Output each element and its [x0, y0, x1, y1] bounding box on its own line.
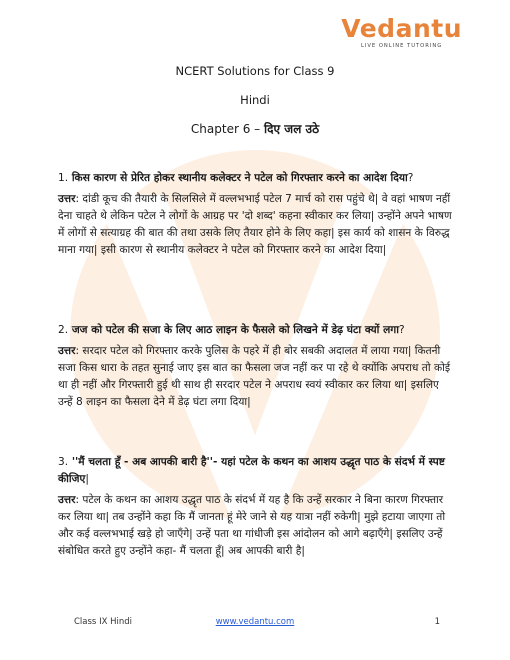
answer-label: उत्तर [58, 344, 76, 357]
answer-label: उत्तर [58, 493, 76, 506]
answer-label: उत्तर [58, 192, 76, 205]
question-1 [58, 170, 453, 187]
footer-class-label: Class IX Hindi [74, 617, 132, 627]
question-3 [58, 454, 453, 488]
chapter-prefix: Chapter 6 – [190, 122, 261, 136]
answer-2 [58, 343, 453, 411]
question-text: किस कारण से प्रेरित होकर स्थानीय कलेक्टर ने पटेल को गिरफ्तार करने का आदेश दिया [71, 172, 408, 184]
question-number: 2. [58, 324, 69, 336]
logo-brand: Vedantu [341, 14, 462, 43]
question-text: जज को पटेल की सजा के लिए आठ लाइन के फैसले को लिखने में डेढ़ घंटा क्यों लगा [71, 324, 399, 336]
chapter-title [0, 122, 510, 138]
answer-1 [58, 191, 453, 259]
question-mark: | [85, 472, 89, 485]
question-mark: ? [407, 172, 414, 184]
qa-item-1 [58, 170, 453, 259]
chapter-name: दिए जल उठे [264, 122, 320, 136]
answer-text: : दांडी कूच की तैयारी के सिलसिले में वल्लभभाई पटेल 7 मार्च को रास पहुंचे थे| वे वहां भाषण नहीं देना चाहते थे लेकिन पटेल ने लोगों के आग्रह पर 'दो शब्द' कहना स्वीकार कर लिया| उन्होंने अपने भाषण में लोगों से सत्याग्रह की बात की तथा उसके लिए तैयार होने के लिए कहा| इस कार्य को शासन के विरुद्ध माना गया| इसी कारण से स्थानीय कलेक्टर ने पटेल को गिरफ्तार करने का आदेश दिया| [58, 192, 452, 256]
qa-item-2 [58, 322, 453, 411]
subject-title: Hindi [240, 93, 270, 107]
answer-3 [58, 492, 453, 560]
answer-text: : पटेल के कथन का आशय उद्धृत पाठ के संदर्भ में यह है कि उन्हें सरकार ने बिना कारण गिरफ्तार कर लिया था| तब उन्होंने कहा कि मैं जानता हूं मेरे जाने से यह यात्रा नहीं रुकेगी| मुझे हटाया जाएगा तो और कई वल्लभभाई खड़े हो जाएँगे| उन्हें पता था गांधीजी इस आंदोलन को आगे बढ़ाएँगे| इसलिए उन्हें संबोधित करते हुए उन्होंने कहा- मैं चलता हूँ| अब आपकी बारी है| [58, 493, 446, 557]
question-2 [58, 322, 453, 339]
vedantu-logo [341, 16, 462, 49]
qa-item-3 [58, 454, 453, 560]
logo-tagline: LIVE ONLINE TUTORING [360, 43, 443, 49]
question-text: ''मैं चलता हूँ - अब आपकी बारी है''- यहां पटेल के कथन का आशय उद्धृत पाठ के संदर्भ में स्पष्ट कीजिए [58, 456, 445, 485]
footer-website-link[interactable]: www.vedantu.com [215, 617, 295, 627]
question-number: 3. [58, 456, 69, 468]
page-title: NCERT Solutions for Class 9 [175, 64, 335, 78]
question-mark: ? [398, 324, 405, 336]
page-number: 1 [434, 617, 440, 627]
answer-text: : सरदार पटेल को गिरफ्तार करके पुलिस के पहरे में ही बोर सबकी अदालत में लाया गया| कितनी सजा किस धारा के तहत सुनाई जाए इस बात का फैसला जज नहीं कर पा रहे थे क्योंकि अपराध तो कोई था ही नहीं और गिरफ्तारी हुई थी साथ ही सरदार पटेल ने अपराध स्वयं स्वीकार कर लिया था| इसलिए उन्हें 8 लाइन का फैसला देने में डेढ़ घंटा लगा दिया| [58, 344, 451, 408]
question-number: 1. [58, 172, 69, 184]
